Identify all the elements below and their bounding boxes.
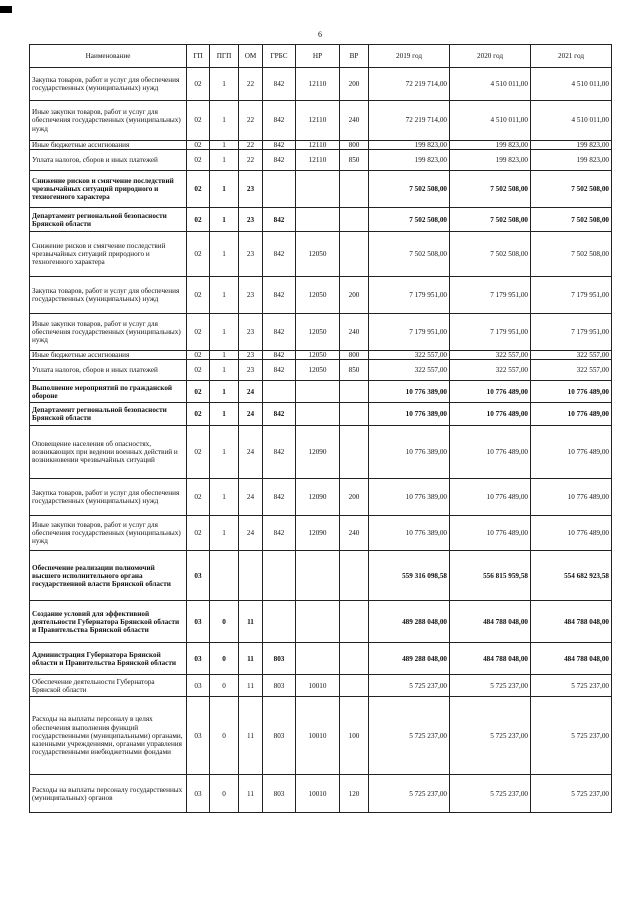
cell-vr [340, 643, 369, 675]
cell-2019: 199 823,00 [369, 141, 450, 150]
cell-pgp: 1 [210, 403, 239, 426]
cell-grbs: 842 [263, 314, 296, 351]
cell-om: 23 [239, 208, 263, 232]
col-header-gp: ГП [187, 45, 210, 68]
cell-2020: 484 788 048,00 [450, 601, 531, 643]
cell-grbs: 842 [263, 360, 296, 381]
cell-2021: 4 510 011,00 [531, 68, 612, 101]
cell-name: Закупка товаров, работ и услуг для обеспечения государственных (муниципальных) нужд [30, 277, 187, 314]
cell-2020: 10 776 489,00 [450, 426, 531, 479]
cell-vr [340, 551, 369, 601]
cell-2020: 5 725 237,00 [450, 775, 531, 813]
cell-gp: 02 [187, 314, 210, 351]
cell-om: 23 [239, 360, 263, 381]
cell-2019: 7 179 951,00 [369, 277, 450, 314]
cell-2020: 4 510 011,00 [450, 68, 531, 101]
cell-2020: 7 502 508,00 [450, 232, 531, 277]
cell-2019: 7 502 508,00 [369, 232, 450, 277]
table-row [30, 232, 612, 277]
cell-pgp: 0 [210, 643, 239, 675]
cell-2020: 5 725 237,00 [450, 697, 531, 775]
cell-2020: 7 502 508,00 [450, 208, 531, 232]
cell-2019: 7 179 951,00 [369, 314, 450, 351]
cell-pgp: 1 [210, 101, 239, 141]
cell-vr: 200 [340, 479, 369, 516]
cell-vr: 240 [340, 314, 369, 351]
cell-2021: 199 823,00 [531, 141, 612, 150]
cell-om: 11 [239, 675, 263, 697]
cell-grbs [263, 601, 296, 643]
budget-table [29, 44, 612, 813]
cell-pgp: 0 [210, 601, 239, 643]
cell-2019: 10 776 389,00 [369, 479, 450, 516]
cell-2019: 322 557,00 [369, 351, 450, 360]
cell-gp: 02 [187, 360, 210, 381]
cell-name: Обеспечение реализации полномочий высшего исполнительного органа государственной власти Брянской области [30, 551, 187, 601]
table-row [30, 643, 612, 675]
cell-2020: 556 815 959,58 [450, 551, 531, 601]
cell-name: Уплата налогов, сборов и иных платежей [30, 150, 187, 171]
cell-2019: 10 776 389,00 [369, 403, 450, 426]
cell-gp: 03 [187, 697, 210, 775]
cell-2021: 484 788 048,00 [531, 601, 612, 643]
cell-name: Снижение рисков и смягчение последствий чрезвычайных ситуаций природного и техногенного характера [30, 232, 187, 277]
cell-gp: 02 [187, 171, 210, 208]
table-row [30, 381, 612, 403]
cell-name: Закупка товаров, работ и услуг для обеспечения государственных (муниципальных) нужд [30, 68, 187, 101]
cell-gp: 02 [187, 479, 210, 516]
cell-2021: 199 823,00 [531, 150, 612, 171]
table-row [30, 675, 612, 697]
cell-2021: 322 557,00 [531, 351, 612, 360]
table-row [30, 516, 612, 551]
cell-name: Снижение рисков и смягчение последствий чрезвычайных ситуаций природного и техногенного характера [30, 171, 187, 208]
col-header-2021: 2021 год [531, 45, 612, 68]
cell-gp: 02 [187, 516, 210, 551]
cell-name: Расходы на выплаты персоналу в целях обеспечения выполнения функций государственными (муниципальными) органами, казенными учреждениями, органами управления государственными внебюджетными фондами [30, 697, 187, 775]
col-header-pgp: ПГП [210, 45, 239, 68]
cell-nr [296, 403, 340, 426]
cell-grbs: 842 [263, 150, 296, 171]
cell-om: 11 [239, 775, 263, 813]
cell-2020: 7 179 951,00 [450, 277, 531, 314]
cell-name: Закупка товаров, работ и услуг для обеспечения государственных (муниципальных) нужд [30, 479, 187, 516]
cell-vr [340, 675, 369, 697]
cell-2021: 5 725 237,00 [531, 697, 612, 775]
cell-2021: 7 179 951,00 [531, 314, 612, 351]
cell-gp: 03 [187, 775, 210, 813]
cell-vr: 800 [340, 141, 369, 150]
cell-grbs: 803 [263, 775, 296, 813]
cell-name: Создание условий для эффективной деятельности Губернатора Брянской области и Правительства Брянской области [30, 601, 187, 643]
cell-2020: 322 557,00 [450, 351, 531, 360]
cell-nr: 12050 [296, 360, 340, 381]
cell-2019: 489 288 048,00 [369, 643, 450, 675]
cell-grbs: 803 [263, 675, 296, 697]
cell-vr: 100 [340, 697, 369, 775]
cell-vr [340, 403, 369, 426]
scan-edge-mark [0, 6, 12, 13]
cell-pgp: 1 [210, 208, 239, 232]
cell-om: 24 [239, 403, 263, 426]
cell-2021: 7 502 508,00 [531, 208, 612, 232]
cell-2019: 7 502 508,00 [369, 208, 450, 232]
cell-vr [340, 426, 369, 479]
cell-2019: 199 823,00 [369, 150, 450, 171]
table-row [30, 403, 612, 426]
cell-pgp: 1 [210, 314, 239, 351]
cell-name: Иные закупки товаров, работ и услуг для обеспечения государственных (муниципальных) нужд [30, 314, 187, 351]
cell-gp: 03 [187, 551, 210, 601]
cell-nr [296, 601, 340, 643]
cell-2020: 4 510 011,00 [450, 101, 531, 141]
cell-2020: 10 776 489,00 [450, 403, 531, 426]
cell-2021: 554 682 923,58 [531, 551, 612, 601]
cell-grbs: 842 [263, 141, 296, 150]
cell-grbs: 842 [263, 403, 296, 426]
cell-pgp: 1 [210, 360, 239, 381]
cell-vr: 120 [340, 775, 369, 813]
col-header-2020: 2020 год [450, 45, 531, 68]
cell-pgp: 1 [210, 277, 239, 314]
cell-nr [296, 643, 340, 675]
cell-name: Расходы на выплаты персоналу государственных (муниципальных) органов [30, 775, 187, 813]
cell-grbs: 842 [263, 351, 296, 360]
cell-2019: 559 316 098,58 [369, 551, 450, 601]
table-row [30, 426, 612, 479]
cell-2020: 10 776 489,00 [450, 516, 531, 551]
cell-name: Администрация Губернатора Брянской области и Правительства Брянской области [30, 643, 187, 675]
cell-grbs [263, 171, 296, 208]
cell-grbs: 842 [263, 479, 296, 516]
cell-gp: 02 [187, 208, 210, 232]
cell-2019: 10 776 389,00 [369, 426, 450, 479]
cell-om: 23 [239, 351, 263, 360]
table-row [30, 360, 612, 381]
cell-nr: 10010 [296, 775, 340, 813]
cell-grbs: 842 [263, 68, 296, 101]
cell-vr: 800 [340, 351, 369, 360]
table-row [30, 101, 612, 141]
cell-nr: 12110 [296, 141, 340, 150]
cell-nr: 12110 [296, 101, 340, 141]
cell-name: Иные бюджетные ассигнования [30, 351, 187, 360]
cell-grbs: 842 [263, 516, 296, 551]
cell-vr: 200 [340, 277, 369, 314]
cell-vr [340, 601, 369, 643]
cell-vr: 850 [340, 360, 369, 381]
table-row [30, 775, 612, 813]
cell-2021: 5 725 237,00 [531, 775, 612, 813]
cell-grbs [263, 551, 296, 601]
col-header-2019: 2019 год [369, 45, 450, 68]
cell-2020: 7 502 508,00 [450, 171, 531, 208]
cell-2020: 199 823,00 [450, 141, 531, 150]
cell-name: Иные закупки товаров, работ и услуг для обеспечения государственных (муниципальных) нужд [30, 516, 187, 551]
cell-2020: 10 776 489,00 [450, 381, 531, 403]
table-row [30, 171, 612, 208]
cell-nr: 12050 [296, 351, 340, 360]
cell-nr: 12090 [296, 426, 340, 479]
cell-pgp: 1 [210, 232, 239, 277]
cell-name: Выполнение мероприятий по гражданской обороне [30, 381, 187, 403]
cell-2020: 10 776 489,00 [450, 479, 531, 516]
cell-pgp: 1 [210, 141, 239, 150]
cell-nr [296, 208, 340, 232]
cell-om: 11 [239, 601, 263, 643]
cell-nr [296, 381, 340, 403]
cell-nr [296, 551, 340, 601]
table-row [30, 479, 612, 516]
table-header-row [30, 45, 612, 68]
cell-gp: 03 [187, 601, 210, 643]
cell-2020: 7 179 951,00 [450, 314, 531, 351]
cell-vr [340, 171, 369, 208]
cell-nr: 12050 [296, 277, 340, 314]
cell-om: 22 [239, 150, 263, 171]
table-row [30, 68, 612, 101]
cell-om: 23 [239, 314, 263, 351]
cell-2019: 7 502 508,00 [369, 171, 450, 208]
cell-2020: 322 557,00 [450, 360, 531, 381]
cell-grbs: 803 [263, 697, 296, 775]
cell-2019: 5 725 237,00 [369, 775, 450, 813]
cell-pgp: 1 [210, 150, 239, 171]
table-row [30, 150, 612, 171]
cell-name: Департамент региональной безопасности Брянской области [30, 403, 187, 426]
col-header-name: Наименование [30, 45, 187, 68]
cell-2021: 5 725 237,00 [531, 675, 612, 697]
cell-pgp: 0 [210, 675, 239, 697]
cell-2019: 5 725 237,00 [369, 675, 450, 697]
cell-name: Оповещение населения об опасностях, возникающих при ведении военных действий и возникновении чрезвычайных ситуаций [30, 426, 187, 479]
cell-nr: 12110 [296, 150, 340, 171]
col-header-om: ОМ [239, 45, 263, 68]
table-row [30, 601, 612, 643]
table-row [30, 551, 612, 601]
cell-2021: 7 502 508,00 [531, 232, 612, 277]
cell-name: Уплата налогов, сборов и иных платежей [30, 360, 187, 381]
cell-om: 24 [239, 479, 263, 516]
cell-om: 22 [239, 101, 263, 141]
cell-nr: 12050 [296, 314, 340, 351]
cell-2019: 5 725 237,00 [369, 697, 450, 775]
cell-name: Обеспечение деятельности Губернатора Брянской области [30, 675, 187, 697]
cell-grbs: 842 [263, 232, 296, 277]
cell-om: 23 [239, 232, 263, 277]
cell-2020: 5 725 237,00 [450, 675, 531, 697]
cell-om: 22 [239, 68, 263, 101]
cell-om: 11 [239, 643, 263, 675]
cell-vr: 240 [340, 101, 369, 141]
cell-vr [340, 381, 369, 403]
cell-pgp: 1 [210, 351, 239, 360]
cell-2019: 72 219 714,00 [369, 68, 450, 101]
cell-name: Департамент региональной безопасности Брянской области [30, 208, 187, 232]
page-number: 6 [318, 30, 322, 39]
table-row [30, 277, 612, 314]
table-row [30, 208, 612, 232]
cell-grbs: 842 [263, 426, 296, 479]
cell-vr [340, 232, 369, 277]
cell-gp: 02 [187, 351, 210, 360]
cell-grbs: 842 [263, 277, 296, 314]
col-header-vr: ВР [340, 45, 369, 68]
cell-vr: 200 [340, 68, 369, 101]
col-header-nr: НР [296, 45, 340, 68]
cell-gp: 03 [187, 675, 210, 697]
cell-om [239, 551, 263, 601]
table-body [30, 68, 612, 813]
cell-name: Иные закупки товаров, работ и услуг для обеспечения государственных (муниципальных) нужд [30, 101, 187, 141]
cell-gp: 02 [187, 426, 210, 479]
cell-pgp: 0 [210, 775, 239, 813]
table-row [30, 697, 612, 775]
cell-om: 11 [239, 697, 263, 775]
cell-2021: 484 788 048,00 [531, 643, 612, 675]
cell-gp: 02 [187, 381, 210, 403]
cell-2021: 10 776 489,00 [531, 381, 612, 403]
cell-grbs: 842 [263, 101, 296, 141]
cell-om: 24 [239, 426, 263, 479]
cell-grbs [263, 381, 296, 403]
cell-nr: 12110 [296, 68, 340, 101]
cell-2021: 322 557,00 [531, 360, 612, 381]
table-row [30, 141, 612, 150]
col-header-grbs: ГРБС [263, 45, 296, 68]
table-row [30, 314, 612, 351]
cell-2021: 7 502 508,00 [531, 171, 612, 208]
cell-2020: 484 788 048,00 [450, 643, 531, 675]
cell-2021: 10 776 489,00 [531, 403, 612, 426]
cell-gp: 02 [187, 101, 210, 141]
cell-2021: 4 510 011,00 [531, 101, 612, 141]
cell-2019: 489 288 048,00 [369, 601, 450, 643]
cell-pgp: 0 [210, 697, 239, 775]
cell-om: 23 [239, 171, 263, 208]
cell-2019: 10 776 389,00 [369, 516, 450, 551]
cell-2020: 199 823,00 [450, 150, 531, 171]
cell-nr: 12090 [296, 516, 340, 551]
cell-gp: 02 [187, 277, 210, 314]
cell-pgp: 1 [210, 479, 239, 516]
table-row [30, 351, 612, 360]
cell-2019: 72 219 714,00 [369, 101, 450, 141]
cell-gp: 02 [187, 150, 210, 171]
cell-2021: 7 179 951,00 [531, 277, 612, 314]
cell-om: 24 [239, 516, 263, 551]
cell-2019: 322 557,00 [369, 360, 450, 381]
cell-pgp: 1 [210, 381, 239, 403]
cell-vr: 850 [340, 150, 369, 171]
cell-nr: 12050 [296, 232, 340, 277]
cell-om: 22 [239, 141, 263, 150]
cell-nr [296, 171, 340, 208]
cell-2021: 10 776 489,00 [531, 516, 612, 551]
cell-gp: 02 [187, 68, 210, 101]
cell-nr: 10010 [296, 675, 340, 697]
cell-gp: 02 [187, 141, 210, 150]
cell-grbs: 803 [263, 643, 296, 675]
cell-om: 24 [239, 381, 263, 403]
cell-2019: 10 776 389,00 [369, 381, 450, 403]
cell-vr: 240 [340, 516, 369, 551]
cell-name: Иные бюджетные ассигнования [30, 141, 187, 150]
cell-vr [340, 208, 369, 232]
cell-2021: 10 776 489,00 [531, 426, 612, 479]
cell-gp: 02 [187, 403, 210, 426]
cell-pgp: 1 [210, 426, 239, 479]
cell-om: 23 [239, 277, 263, 314]
cell-pgp [210, 551, 239, 601]
cell-nr: 12090 [296, 479, 340, 516]
cell-nr: 10010 [296, 697, 340, 775]
cell-gp: 03 [187, 643, 210, 675]
cell-pgp: 1 [210, 516, 239, 551]
cell-pgp: 1 [210, 68, 239, 101]
cell-2021: 10 776 489,00 [531, 479, 612, 516]
cell-grbs: 842 [263, 208, 296, 232]
cell-gp: 02 [187, 232, 210, 277]
cell-pgp: 1 [210, 171, 239, 208]
